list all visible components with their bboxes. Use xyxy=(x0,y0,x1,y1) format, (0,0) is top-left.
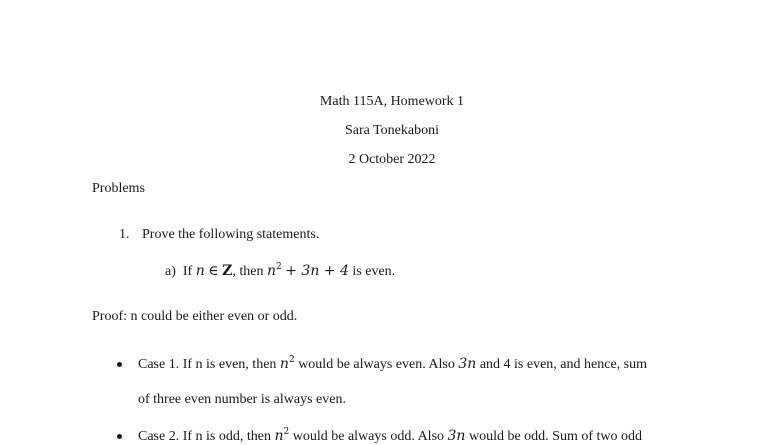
problem-1a xyxy=(165,263,395,280)
case-2-mid: would be always odd. Also xyxy=(292,429,445,444)
case-1-exponent: 2 xyxy=(288,355,295,365)
case-2-tail: would be odd. Sum of two odd xyxy=(468,429,643,444)
case-1-line-1 xyxy=(138,356,647,373)
case-2-n-base: n xyxy=(274,428,284,444)
case-1-mid: would be always even. Also xyxy=(298,357,455,372)
case-2-three-n: 3n xyxy=(447,428,466,444)
problems-heading: Problems xyxy=(92,181,145,196)
author-name: Sara Tonekaboni xyxy=(344,123,439,138)
part-a-label: a) xyxy=(165,264,176,279)
case-1-lead: Case 1. If n is even, then xyxy=(138,357,277,372)
exponent-2: 2 xyxy=(276,262,282,272)
part-a-then: , then xyxy=(232,264,264,279)
proof-intro: Proof: n could be either even or odd. xyxy=(92,309,298,324)
case-2-lead: Case 2. If n is odd, then xyxy=(138,429,271,444)
bullet-case-2 xyxy=(117,434,122,439)
problem-1-statement: Prove the following statements. xyxy=(142,227,320,242)
var-n: n xyxy=(195,263,205,279)
case-1-tail: and 4 is even, and hence, sum xyxy=(479,357,648,372)
element-of-symbol: ∈ xyxy=(208,263,219,279)
course-title: Math 115A, Homework 1 xyxy=(319,94,465,109)
bullet-case-1 xyxy=(117,362,122,367)
case-1-line-2: of three even number is always even. xyxy=(138,392,346,407)
case-2-exponent: 2 xyxy=(283,427,290,437)
n-squared-base: n xyxy=(266,263,276,279)
part-a-tail: is even. xyxy=(352,264,396,279)
integers-symbol: Z xyxy=(222,263,233,279)
case-1-three-n: 3n xyxy=(458,356,477,372)
document-date: 2 October 2022 xyxy=(348,152,436,167)
case-1-n-base: n xyxy=(279,356,289,372)
part-a-if: If xyxy=(182,264,193,279)
expression-rest: + 3n + 4 xyxy=(285,263,349,279)
problem-1-number: 1. xyxy=(119,227,130,242)
case-2-line-1 xyxy=(138,428,642,445)
